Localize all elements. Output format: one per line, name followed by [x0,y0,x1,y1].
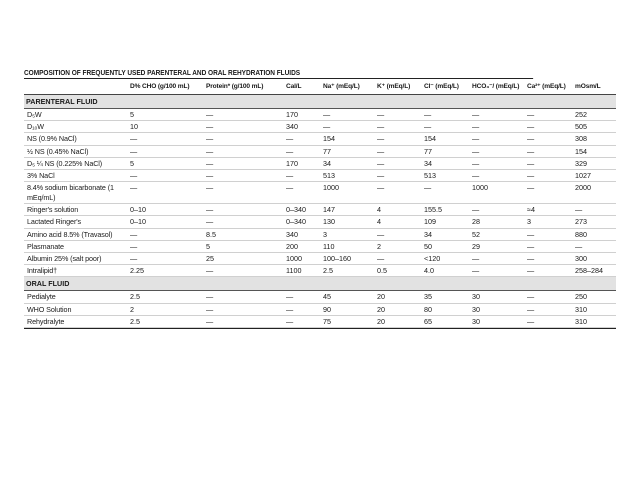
value-cell: 25 [204,253,284,265]
table-row [24,170,616,182]
value-cell: — [204,265,284,277]
table-row [24,240,616,252]
value-cell: 52 [470,228,525,240]
value-cell: 34 [422,157,470,169]
value-cell: — [470,109,525,121]
value-cell: — [470,265,525,277]
value-cell: — [321,109,375,121]
value-cell: — [204,145,284,157]
section-label: ORAL FLUID [24,277,616,291]
table-row [24,291,616,303]
table-title: COMPOSITION OF FREQUENTLY USED PARENTERAL AND ORAL REHYDRATION FLUIDS [24,67,533,79]
value-cell: — [375,145,422,157]
section-label: PARENTERAL FLUID [24,95,616,109]
table-row [24,182,616,204]
value-cell: ≈4 [525,204,573,216]
value-cell: — [525,228,573,240]
value-cell: — [470,204,525,216]
value-cell: 258–284 [573,265,616,277]
value-cell: — [422,109,470,121]
value-cell: 2.5 [321,265,375,277]
value-cell: 3 [321,228,375,240]
value-cell: 308 [573,133,616,145]
value-cell: 1027 [573,170,616,182]
value-cell: 147 [321,204,375,216]
value-cell: — [128,228,204,240]
value-cell: — [204,291,284,303]
fluid-name-cell: Rehydralyte [24,315,128,327]
value-cell: 880 [573,228,616,240]
fluid-name-cell: NS (0.9% NaCl) [24,133,128,145]
value-cell: 5 [204,240,284,252]
table-row [24,265,616,277]
value-cell: — [422,182,470,204]
value-cell: 310 [573,303,616,315]
value-cell: — [204,157,284,169]
value-cell: — [525,121,573,133]
column-header: Na⁺ (mEq/L) [321,79,375,95]
value-cell: 110 [321,240,375,252]
table-row [24,145,616,157]
value-cell: — [525,303,573,315]
table-row [24,109,616,121]
value-cell: 273 [573,216,616,228]
value-cell: — [204,204,284,216]
value-cell: — [204,133,284,145]
value-cell: 329 [573,157,616,169]
value-cell: — [525,253,573,265]
value-cell: — [128,240,204,252]
table-row [24,133,616,145]
value-cell: — [525,157,573,169]
value-cell: 155.5 [422,204,470,216]
value-cell: 2.25 [128,265,204,277]
value-cell: 35 [422,291,470,303]
column-header: Protein* (g/100 mL) [204,79,284,95]
section-header-row [24,277,616,291]
fluid-name-cell: Ringer's solution [24,204,128,216]
column-header: Cl⁻ (mEq/L) [422,79,470,95]
value-cell: — [128,133,204,145]
value-cell: — [128,145,204,157]
fluid-name-cell: Amino acid 8.5% (Travasol) [24,228,128,240]
value-cell: 130 [321,216,375,228]
fluid-name-cell: 3% NaCl [24,170,128,182]
fluid-name-cell: ½ NS (0.45% NaCl) [24,145,128,157]
value-cell: 513 [321,170,375,182]
value-cell: — [284,291,321,303]
value-cell: — [525,265,573,277]
value-cell: — [470,121,525,133]
value-cell: 154 [422,133,470,145]
value-cell: 20 [375,303,422,315]
value-cell: 80 [422,303,470,315]
value-cell: 2.5 [128,315,204,327]
column-header: K⁺ (mEq/L) [375,79,422,95]
value-cell: 34 [321,157,375,169]
value-cell: — [470,253,525,265]
value-cell: 77 [321,145,375,157]
value-cell: 77 [422,145,470,157]
value-cell: 4 [375,216,422,228]
value-cell: 0.5 [375,265,422,277]
value-cell: 2000 [573,182,616,204]
value-cell: — [573,204,616,216]
value-cell: 30 [470,291,525,303]
value-cell: — [204,315,284,327]
table-row [24,157,616,169]
value-cell: 8.5 [204,228,284,240]
value-cell: — [375,109,422,121]
value-cell: 34 [422,228,470,240]
value-cell: 2 [128,303,204,315]
value-cell: — [284,170,321,182]
value-cell: — [525,109,573,121]
table-row [24,204,616,216]
column-header: mOsm/L [573,79,616,95]
value-cell: 1000 [321,182,375,204]
fluid-name-cell: Albumin 25% (salt poor) [24,253,128,265]
column-header: Ca²⁺ (mEq/L) [525,79,573,95]
value-cell: 154 [321,133,375,145]
value-cell: — [375,121,422,133]
value-cell: 28 [470,216,525,228]
value-cell: 0–10 [128,204,204,216]
value-cell: 29 [470,240,525,252]
value-cell: 2 [375,240,422,252]
value-cell: — [128,170,204,182]
value-cell: 20 [375,291,422,303]
value-cell: — [375,253,422,265]
value-cell: — [284,315,321,327]
value-cell: — [204,121,284,133]
fluid-name-cell: D₅ ¼ NS (0.225% NaCl) [24,157,128,169]
bottom-rule [24,328,616,329]
value-cell: — [470,157,525,169]
fluid-composition-table-figure [24,67,616,329]
table-row [24,303,616,315]
value-cell: 170 [284,109,321,121]
value-cell: — [128,253,204,265]
column-header: HCO₃⁻/ (mEq/L) [470,79,525,95]
value-cell: 5 [128,157,204,169]
value-cell: 10 [128,121,204,133]
value-cell: — [375,133,422,145]
table-body [24,95,616,328]
value-cell: 154 [573,145,616,157]
value-cell: — [284,133,321,145]
fluid-name-cell: Plasmanate [24,240,128,252]
table-row [24,315,616,327]
value-cell: 65 [422,315,470,327]
value-cell: 300 [573,253,616,265]
value-cell: 0–10 [128,216,204,228]
value-cell: — [525,182,573,204]
value-cell: — [284,145,321,157]
value-cell: 250 [573,291,616,303]
composition-table [24,79,616,328]
value-cell: 20 [375,315,422,327]
value-cell: — [525,240,573,252]
value-cell: 340 [284,228,321,240]
header-row [24,79,616,95]
value-cell: — [525,133,573,145]
value-cell: 513 [422,170,470,182]
value-cell: 170 [284,157,321,169]
table-row [24,216,616,228]
value-cell: 90 [321,303,375,315]
value-cell: — [375,170,422,182]
value-cell: — [204,216,284,228]
value-cell: 310 [573,315,616,327]
value-cell: — [204,303,284,315]
value-cell: 200 [284,240,321,252]
value-cell: — [284,303,321,315]
value-cell: — [128,182,204,204]
fluid-name-cell: Pedialyte [24,291,128,303]
value-cell: 45 [321,291,375,303]
value-cell: 5 [128,109,204,121]
table-row [24,121,616,133]
value-cell: 4 [375,204,422,216]
value-cell: 75 [321,315,375,327]
fluid-name-cell: Lactated Ringer's [24,216,128,228]
value-cell: — [375,182,422,204]
value-cell: 0–340 [284,216,321,228]
value-cell: <120 [422,253,470,265]
fluid-name-cell: D₅W [24,109,128,121]
value-cell: 1100 [284,265,321,277]
value-cell: 100–160 [321,253,375,265]
value-cell: — [470,133,525,145]
value-cell: 50 [422,240,470,252]
value-cell: — [573,240,616,252]
value-cell: 1000 [284,253,321,265]
value-cell: 2.5 [128,291,204,303]
value-cell: — [375,157,422,169]
value-cell: — [470,145,525,157]
value-cell: 0–340 [284,204,321,216]
value-cell: 340 [284,121,321,133]
value-cell: — [204,170,284,182]
section-header-row [24,95,616,109]
value-cell: — [321,121,375,133]
value-cell: 109 [422,216,470,228]
value-cell: — [525,315,573,327]
value-cell: 1000 [470,182,525,204]
value-cell: 252 [573,109,616,121]
column-header [24,79,128,95]
table-row [24,253,616,265]
fluid-name-cell: Intralipid† [24,265,128,277]
value-cell: — [375,228,422,240]
value-cell: 30 [470,303,525,315]
value-cell: — [525,145,573,157]
value-cell: 4.0 [422,265,470,277]
value-cell: — [525,291,573,303]
fluid-name-cell: D₁₀W [24,121,128,133]
fluid-name-cell: WHO Solution [24,303,128,315]
value-cell: — [525,170,573,182]
value-cell: — [284,182,321,204]
column-header: D% CHO (g/100 mL) [128,79,204,95]
value-cell: — [204,109,284,121]
value-cell: 3 [525,216,573,228]
table-row [24,228,616,240]
value-cell: 505 [573,121,616,133]
value-cell: — [470,170,525,182]
column-header: Cal/L [284,79,321,95]
fluid-name-cell: 8.4% sodium bicarbonate (1 mEq/mL) [24,182,128,204]
value-cell: — [204,182,284,204]
value-cell: — [422,121,470,133]
value-cell: 30 [470,315,525,327]
